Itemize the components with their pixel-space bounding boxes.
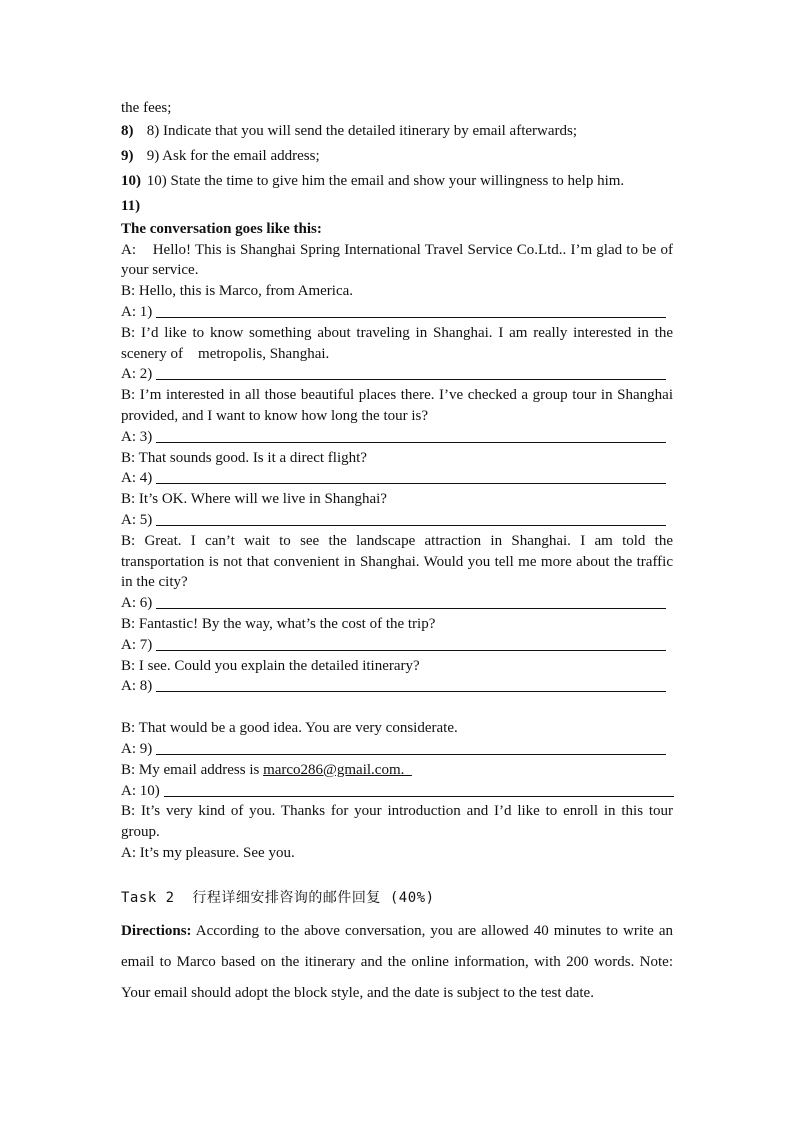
answer-line-7 [121,635,673,656]
answer-label: A: 4) [121,470,153,487]
answer-label: A: 1) [121,303,153,320]
answer-label: A: 7) [121,636,153,653]
answer-blank[interactable] [156,364,666,380]
list-item [121,169,673,194]
dialogue-line-b6: B: Great. I can’t wait to see the landscape attraction in Shanghai. I am told the transportation is not that convenient in Shanghai. Would you tell me more about the traffic in the city? [121,532,673,591]
conversation-heading: The conversation goes like this: [121,220,322,237]
dialogue-line-b11: B: It’s very kind of you. Thanks for your introduction and I’d like to enroll in this tour group. [121,803,673,841]
answer-line-2 [121,364,673,385]
answer-line-1 [121,302,673,323]
answer-label: A: 3) [121,428,153,445]
item-text: 9) Ask for the email address; [146,147,320,164]
answer-line-5 [121,510,673,531]
dialogue-line-b7: B: Fantastic! By the way, what’s the cost of the trip? [121,615,436,632]
answer-blank[interactable] [156,468,666,484]
answer-line-4 [121,468,673,489]
directions-label: Directions: [121,922,192,939]
item-number: 10) [121,172,141,189]
list-item [121,194,673,219]
answer-blank[interactable] [156,510,666,526]
answer-line-3 [121,427,673,448]
dialogue-line-b2: B: I’d like to know something about traveling in Shanghai. I am really interested in the scenery of metropolis, Shanghai. [121,324,673,362]
answer-blank[interactable] [156,676,666,692]
answer-blank[interactable] [156,593,666,609]
dialogue-line-b10 [121,760,673,781]
answer-label: A: 5) [121,511,153,528]
answer-blank[interactable] [156,635,666,651]
dialogue-line-a-intro: A: Hello! This is Shanghai Spring International Travel Service Co.Ltd.. I’m glad to be of your service. [121,241,673,279]
dialogue-line-b8: B: I see. Could you explain the detailed itinerary? [121,657,420,674]
answer-label: A: 9) [121,740,153,757]
item-number: 11) [121,197,141,214]
dialogue-line-b4: B: That sounds good. Is it a direct flight? [121,449,367,466]
answer-label: A: 2) [121,366,153,383]
answer-label: A: 8) [121,678,153,695]
item-number: 8) [121,122,134,139]
answer-label: A: 10) [121,782,160,799]
list-item [121,119,673,144]
directions-text: According to the above conversation, you are allowed 40 minutes to write an email to Marco based on the itinerary and the online information, with 200 words. Note: Your email should adopt the block style, and the date is subject to the test date. [121,922,673,1001]
answer-line-9 [121,739,673,760]
dialogue-line-b3: B: I’m interested in all those beautiful places there. I’ve checked a group tour in Shanghai provided, and I want to know how long the tour is? [121,387,673,424]
dialogue-line-b1: B: Hello, this is Marco, from America. [121,283,354,300]
item-text: 10) State the time to give him the email and show your willingness to help him. [146,172,625,189]
task2-title: Task 2 行程详细安排咨询的邮件回复 (40%) [121,889,435,906]
answer-line-10 [121,781,673,802]
email-address: marco286@gmail.com. [263,761,412,778]
dialogue-line-a-end: A: It’s my pleasure. See you. [121,844,295,861]
answer-line-6 [121,593,673,614]
document-page [121,98,673,1009]
dialogue-line-b5: B: It’s OK. Where will we live in Shanghai? [121,491,387,508]
carry-over-text: the fees; [121,100,172,116]
answer-blank[interactable] [156,739,666,755]
answer-line-8 [121,676,673,697]
item-number: 9) [121,147,134,164]
spacer [121,697,673,718]
dialogue-line-b9: B: That would be a good idea. You are very considerate. [121,720,458,737]
answer-blank[interactable] [156,302,666,318]
answer-blank[interactable] [164,781,674,797]
answer-label: A: 6) [121,595,153,612]
answer-blank[interactable] [156,427,666,443]
dialogue-text: B: My email address is [121,761,264,778]
list-item [121,144,673,169]
item-text: 8) Indicate that you will send the detailed itinerary by email afterwards; [146,122,578,139]
task2-directions [121,916,673,1009]
